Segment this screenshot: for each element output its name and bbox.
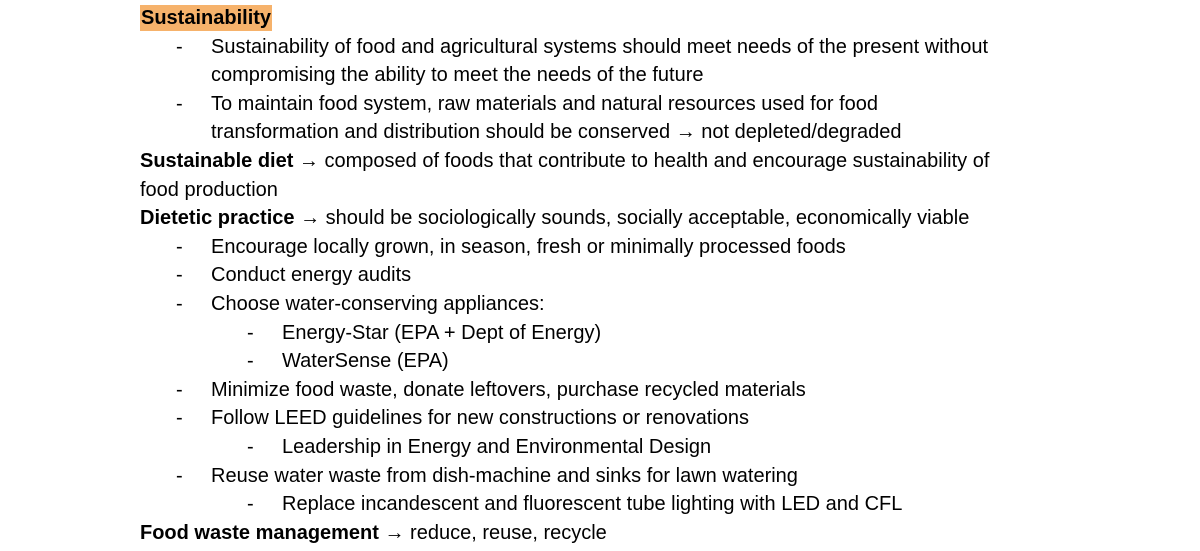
bullet-dash: - (176, 264, 183, 287)
bullet-dash: - (247, 435, 254, 458)
sub-list-item-text: WaterSense (EPA) (282, 350, 449, 373)
list-item-text: Follow LEED guidelines for new constructions or renovations (211, 407, 750, 430)
bullet-dash: - (176, 407, 183, 430)
sub-list-item-text: Energy-Star (EPA + Dept of Energy) (282, 321, 602, 344)
list-item-text: Sustainability of food and agricultural systems should meet needs of the present without (211, 35, 989, 58)
list-item-text-continued: transformation and distribution should be conserved → not depleted/degraded (211, 121, 902, 144)
dietetic-practice-line (140, 204, 1180, 233)
list-item-text: Choose water-conserving appliances: (211, 292, 545, 315)
dietetic-practice-definition: → should be sociologically sounds, socially acceptable, economically viable (294, 207, 970, 230)
sub-list-item (140, 490, 1180, 519)
section-heading-line (140, 4, 1180, 33)
sustainable-diet-line (140, 147, 1180, 176)
list-item-text: Encourage locally grown, in season, fresh or minimally processed foods (211, 235, 846, 258)
list-item (140, 404, 1180, 433)
list-item-text: Minimize food waste, donate leftovers, purchase recycled materials (211, 378, 806, 401)
bullet-dash: - (247, 493, 254, 516)
bullet-dash: - (176, 235, 183, 258)
list-item-text: To maintain food system, raw materials and natural resources used for food (211, 92, 878, 115)
food-waste-management-line (140, 519, 1180, 548)
list-item (140, 290, 1180, 319)
section-heading-sustainability: Sustainability (141, 7, 272, 29)
bullet-dash: - (176, 92, 183, 115)
list-item-text: Conduct energy audits (211, 264, 412, 287)
list-item (140, 462, 1180, 491)
document-body (140, 4, 1180, 547)
food-waste-management-term: Food waste management (140, 521, 379, 544)
list-item (140, 90, 1180, 147)
sub-list-item (140, 433, 1180, 462)
food-waste-management-definition: → reduce, reuse, recycle (378, 521, 607, 544)
sustainable-diet-line-continued (140, 176, 1180, 205)
list-item (140, 261, 1180, 290)
bullet-dash: - (176, 35, 183, 58)
list-item (140, 33, 1180, 90)
sub-list-item-text: Leadership in Energy and Environmental Design (282, 435, 712, 458)
list-item-text-continued: compromising the ability to meet the needs of the future (211, 64, 704, 87)
dietetic-practice-term: Dietetic practice (140, 207, 295, 230)
bullet-dash: - (176, 378, 183, 401)
bullet-dash: - (247, 350, 254, 373)
bullet-dash: - (176, 292, 183, 315)
bullet-dash: - (247, 321, 254, 344)
list-item-text: Reuse water waste from dish-machine and sinks for lawn watering (211, 464, 798, 487)
sustainable-diet-definition-continued: food production (140, 178, 278, 201)
sub-list-item (140, 347, 1180, 376)
bullet-dash: - (176, 464, 183, 487)
list-item (140, 233, 1180, 262)
list-item (140, 376, 1180, 405)
sub-list-item-text: Replace incandescent and fluorescent tube lighting with LED and CFL (282, 493, 903, 516)
sub-list-item (140, 319, 1180, 348)
sustainable-diet-term: Sustainable diet (140, 149, 294, 172)
sustainable-diet-definition: → composed of foods that contribute to health and encourage sustainability of (293, 149, 990, 172)
